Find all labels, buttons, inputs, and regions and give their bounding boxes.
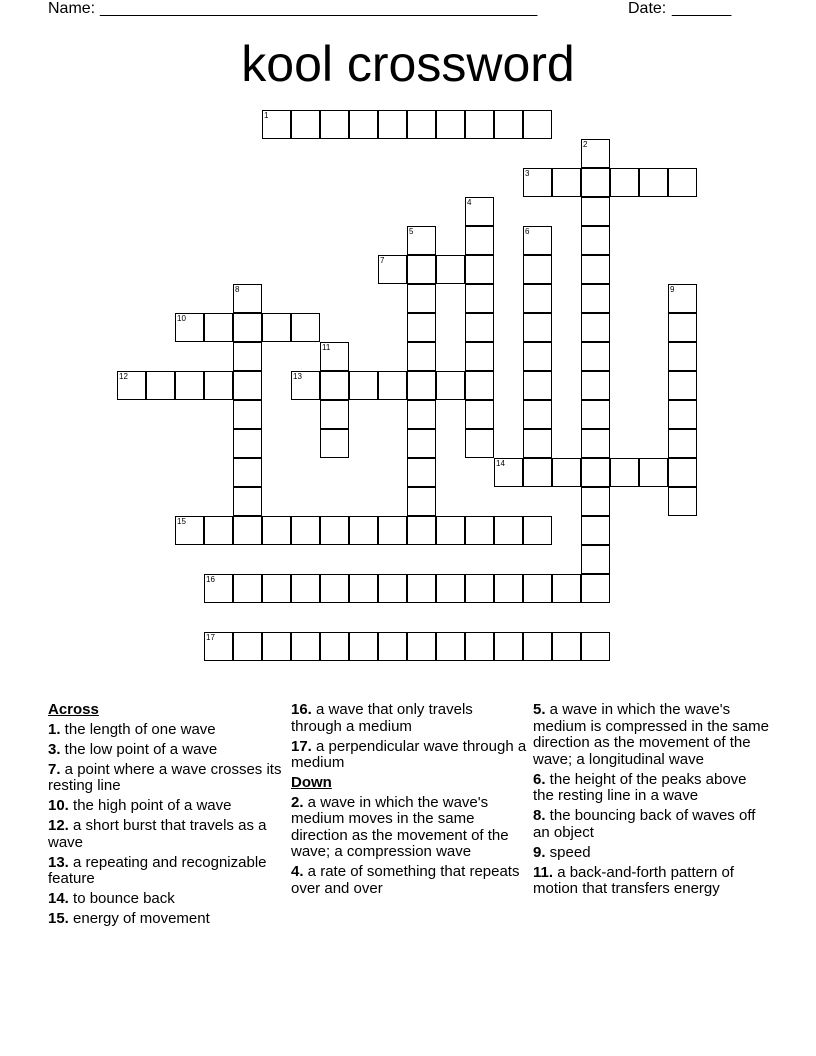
grid-cell[interactable] — [233, 429, 262, 458]
grid-cell[interactable] — [320, 342, 349, 371]
grid-cell[interactable] — [262, 516, 291, 545]
grid-cell[interactable] — [465, 226, 494, 255]
grid-cell[interactable] — [436, 516, 465, 545]
grid-cell[interactable] — [494, 110, 523, 139]
grid-cell[interactable] — [436, 371, 465, 400]
grid-cell[interactable] — [523, 400, 552, 429]
grid-cell[interactable] — [668, 458, 697, 487]
grid-cell[interactable] — [581, 197, 610, 226]
clue-number: 7 — [380, 256, 385, 265]
clue-item — [291, 864, 527, 897]
grid-cell[interactable] — [407, 516, 436, 545]
down-clue-list-continued — [533, 702, 769, 898]
grid-cell[interactable] — [581, 371, 610, 400]
clue-item-text: the low point of a wave — [60, 740, 218, 758]
clue-item — [291, 702, 527, 735]
grid-cell[interactable] — [378, 516, 407, 545]
grid-cell[interactable] — [523, 226, 552, 255]
grid-cell[interactable] — [378, 632, 407, 661]
clue-item-text: a repeating and recognizable feature — [48, 853, 267, 887]
grid-cell[interactable] — [523, 313, 552, 342]
clue-item-text: a wave in which the wave's medium moves in the same direction as the movement of the wave; a compression wave — [291, 793, 509, 860]
grid-cell[interactable] — [407, 574, 436, 603]
clue-item — [291, 795, 527, 861]
grid-cell[interactable] — [552, 458, 581, 487]
clue-item — [291, 739, 527, 772]
grid-cell[interactable] — [262, 110, 291, 139]
grid-cell[interactable] — [320, 371, 349, 400]
clue-item-number: 11. — [533, 863, 554, 881]
grid-cell[interactable] — [233, 371, 262, 400]
clue-number: 15 — [177, 517, 186, 526]
grid-cell[interactable] — [291, 371, 320, 400]
grid-cell[interactable] — [407, 110, 436, 139]
grid-cell[interactable] — [262, 632, 291, 661]
grid-cell[interactable] — [407, 284, 436, 313]
grid-cell[interactable] — [523, 429, 552, 458]
clue-number: 6 — [525, 227, 530, 236]
grid-cell[interactable] — [204, 632, 233, 661]
grid-cell[interactable] — [436, 110, 465, 139]
clue-item-text: speed — [545, 843, 591, 861]
grid-cell[interactable] — [117, 371, 146, 400]
grid-cell[interactable] — [552, 632, 581, 661]
grid-cell[interactable] — [233, 284, 262, 313]
clue-item-number: 2. — [291, 793, 304, 811]
grid-cell[interactable] — [610, 168, 639, 197]
grid-cell[interactable] — [581, 400, 610, 429]
clue-item-text: a wave in which the wave's medium is compressed in the same direction as the movement of the wave; a longitudinal wave — [533, 701, 769, 768]
clue-item — [48, 911, 284, 928]
grid-cell[interactable] — [233, 516, 262, 545]
date-label: Date: — [628, 0, 667, 17]
grid-cell[interactable] — [581, 255, 610, 284]
grid-cell[interactable] — [378, 110, 407, 139]
grid-cell[interactable] — [465, 197, 494, 226]
clue-item — [533, 702, 769, 768]
grid-cell[interactable] — [668, 168, 697, 197]
clue-item-number: 15. — [48, 910, 69, 927]
grid-cell[interactable] — [494, 574, 523, 603]
grid-cell[interactable] — [378, 255, 407, 284]
clue-item — [48, 818, 284, 851]
grid-cell[interactable] — [436, 255, 465, 284]
grid-cell[interactable] — [233, 313, 262, 342]
grid-cell[interactable] — [668, 313, 697, 342]
grid-cell[interactable] — [175, 371, 204, 400]
clue-number: 13 — [293, 372, 302, 381]
grid-cell[interactable] — [378, 371, 407, 400]
clue-item-text: a back-and-forth pattern of motion that transfers energy — [533, 863, 734, 897]
grid-cell[interactable] — [610, 458, 639, 487]
grid-cell[interactable] — [668, 400, 697, 429]
clue-item-text: a perpendicular wave through a medium — [291, 737, 527, 771]
grid-cell[interactable] — [523, 632, 552, 661]
grid-cell[interactable] — [436, 632, 465, 661]
grid-cell[interactable] — [465, 284, 494, 313]
clue-item — [533, 845, 769, 862]
clue-item — [48, 855, 284, 888]
grid-cell[interactable] — [465, 313, 494, 342]
grid-cell[interactable] — [262, 574, 291, 603]
grid-cell[interactable] — [581, 284, 610, 313]
grid-cell[interactable] — [233, 400, 262, 429]
clue-item-number: 8. — [533, 807, 546, 824]
clue-number: 14 — [496, 459, 505, 468]
grid-cell[interactable] — [320, 110, 349, 139]
clue-item-text: to bounce back — [68, 890, 175, 907]
grid-cell[interactable] — [291, 632, 320, 661]
grid-cell[interactable] — [552, 168, 581, 197]
clue-number: 3 — [525, 169, 530, 178]
grid-cell[interactable] — [233, 342, 262, 371]
clue-item-number: 5. — [533, 701, 546, 718]
grid-cell[interactable] — [349, 516, 378, 545]
grid-cell[interactable] — [175, 313, 204, 342]
clue-item — [533, 772, 769, 805]
grid-cell[interactable] — [204, 313, 233, 342]
grid-cell[interactable] — [146, 371, 175, 400]
grid-cell[interactable] — [465, 429, 494, 458]
name-field[interactable]: ____________________________________________________ — [100, 0, 537, 17]
grid-cell[interactable] — [465, 110, 494, 139]
clue-item-number: 13. — [48, 853, 69, 871]
clue-item — [48, 742, 284, 759]
grid-cell[interactable] — [204, 574, 233, 603]
clue-number: 12 — [119, 372, 128, 381]
grid-cell[interactable] — [581, 139, 610, 168]
grid-cell[interactable] — [204, 516, 233, 545]
grid-cell[interactable] — [378, 574, 407, 603]
down-heading: Down — [291, 774, 332, 791]
clue-item-text: the length of one wave — [60, 720, 216, 738]
grid-cell[interactable] — [407, 632, 436, 661]
grid-cell[interactable] — [581, 516, 610, 545]
grid-cell[interactable] — [262, 313, 291, 342]
grid-cell[interactable] — [465, 574, 494, 603]
grid-cell[interactable] — [320, 574, 349, 603]
grid-cell[interactable] — [581, 487, 610, 516]
grid-cell[interactable] — [233, 458, 262, 487]
grid-cell[interactable] — [320, 516, 349, 545]
grid-cell[interactable] — [349, 632, 378, 661]
clue-item-number: 14. — [48, 890, 69, 907]
grid-cell[interactable] — [523, 168, 552, 197]
grid-cell[interactable] — [204, 371, 233, 400]
across-clue-list-continued — [291, 702, 527, 772]
grid-cell[interactable] — [291, 516, 320, 545]
clue-item-text: a short burst that travels as a wave — [48, 817, 267, 851]
grid-cell[interactable] — [523, 342, 552, 371]
name-label: Name: — [48, 0, 96, 17]
grid-cell[interactable] — [407, 400, 436, 429]
grid-cell[interactable] — [407, 313, 436, 342]
grid-cell[interactable] — [465, 632, 494, 661]
clue-number: 2 — [583, 140, 588, 149]
clue-column-1 — [48, 702, 284, 931]
clue-item-text: a rate of something that repeats over and over — [291, 863, 520, 897]
grid-cell[interactable] — [233, 632, 262, 661]
clue-item — [533, 808, 769, 841]
grid-cell[interactable] — [407, 487, 436, 516]
grid-cell[interactable] — [233, 574, 262, 603]
clue-item — [48, 798, 284, 815]
grid-cell[interactable] — [523, 255, 552, 284]
clue-item-text: the high point of a wave — [68, 797, 232, 814]
clue-item-number: 17. — [291, 737, 312, 755]
grid-cell[interactable] — [523, 371, 552, 400]
grid-cell[interactable] — [407, 458, 436, 487]
clue-item-number: 16. — [291, 701, 312, 718]
grid-cell[interactable] — [581, 458, 610, 487]
grid-cell[interactable] — [407, 255, 436, 284]
grid-cell[interactable] — [523, 516, 552, 545]
grid-cell[interactable] — [465, 400, 494, 429]
grid-cell[interactable] — [320, 429, 349, 458]
grid-cell[interactable] — [291, 313, 320, 342]
grid-cell[interactable] — [581, 574, 610, 603]
grid-cell[interactable] — [581, 429, 610, 458]
clue-column-2 — [291, 702, 527, 901]
grid-cell[interactable] — [465, 342, 494, 371]
grid-cell[interactable] — [407, 371, 436, 400]
clue-item-number: 6. — [533, 770, 546, 788]
grid-cell[interactable] — [523, 574, 552, 603]
grid-cell[interactable] — [639, 458, 668, 487]
date-field[interactable]: _______ — [672, 0, 731, 17]
page-title: kool crossword — [241, 36, 575, 92]
across-heading: Across — [48, 701, 99, 718]
grid-cell[interactable] — [407, 226, 436, 255]
clue-number: 1 — [264, 111, 269, 120]
grid-cell[interactable] — [233, 487, 262, 516]
grid-cell[interactable] — [668, 342, 697, 371]
clue-number: 16 — [206, 575, 215, 584]
grid-cell[interactable] — [639, 168, 668, 197]
grid-cell[interactable] — [320, 400, 349, 429]
grid-cell[interactable] — [465, 516, 494, 545]
grid-cell[interactable] — [581, 342, 610, 371]
grid-cell[interactable] — [581, 632, 610, 661]
grid-cell[interactable] — [581, 168, 610, 197]
clue-item-number: 3. — [48, 740, 61, 758]
clue-number: 10 — [177, 314, 186, 323]
grid-cell[interactable] — [320, 632, 349, 661]
across-clue-list — [48, 722, 284, 928]
grid-cell[interactable] — [291, 574, 320, 603]
grid-cell[interactable] — [552, 574, 581, 603]
clue-item — [533, 865, 769, 898]
grid-cell[interactable] — [581, 545, 610, 574]
grid-cell[interactable] — [349, 371, 378, 400]
grid-cell[interactable] — [668, 487, 697, 516]
header-row — [48, 0, 748, 20]
grid-cell[interactable] — [436, 574, 465, 603]
grid-cell[interactable] — [523, 458, 552, 487]
grid-cell[interactable] — [581, 226, 610, 255]
clue-number: 11 — [322, 343, 331, 352]
clue-item-number: 10. — [48, 797, 69, 814]
clue-column-3 — [533, 702, 769, 901]
grid-cell[interactable] — [494, 632, 523, 661]
clue-item-number: 7. — [48, 760, 61, 778]
clue-item — [48, 722, 284, 739]
clue-item-text: the height of the peaks above the resting line in a wave — [533, 770, 747, 804]
clue-item — [48, 891, 284, 908]
grid-cell[interactable] — [407, 342, 436, 371]
grid-cell[interactable] — [668, 284, 697, 313]
clue-number: 8 — [235, 285, 240, 294]
grid-cell[interactable] — [668, 429, 697, 458]
clue-number: 4 — [467, 198, 472, 207]
grid-cell[interactable] — [494, 516, 523, 545]
grid-cell[interactable] — [668, 371, 697, 400]
grid-cell[interactable] — [494, 458, 523, 487]
grid-cell[interactable] — [349, 110, 378, 139]
clue-item-number: 1. — [48, 720, 61, 738]
down-clue-list — [291, 795, 527, 898]
grid-cell[interactable] — [465, 371, 494, 400]
clue-item-number: 4. — [291, 863, 304, 880]
clue-item-text: energy of movement — [68, 910, 210, 927]
clue-item-text: a point where a wave crosses its resting line — [48, 760, 282, 794]
grid-cell[interactable] — [465, 255, 494, 284]
grid-cell[interactable] — [291, 110, 320, 139]
clue-item-number: 9. — [533, 843, 546, 861]
grid-cell[interactable] — [523, 110, 552, 139]
grid-cell[interactable] — [349, 574, 378, 603]
clue-item — [48, 762, 284, 795]
grid-cell[interactable] — [175, 516, 204, 545]
clue-number: 9 — [670, 285, 675, 294]
grid-cell[interactable] — [523, 284, 552, 313]
grid-cell[interactable] — [407, 429, 436, 458]
clue-number: 5 — [409, 227, 414, 236]
clue-item-number: 12. — [48, 817, 69, 834]
grid-cell[interactable] — [581, 313, 610, 342]
clue-number: 17 — [206, 633, 215, 642]
clue-item-text: a wave that only travels through a medium — [291, 701, 473, 735]
clue-item-text: the bouncing back of waves off an object — [533, 807, 756, 841]
